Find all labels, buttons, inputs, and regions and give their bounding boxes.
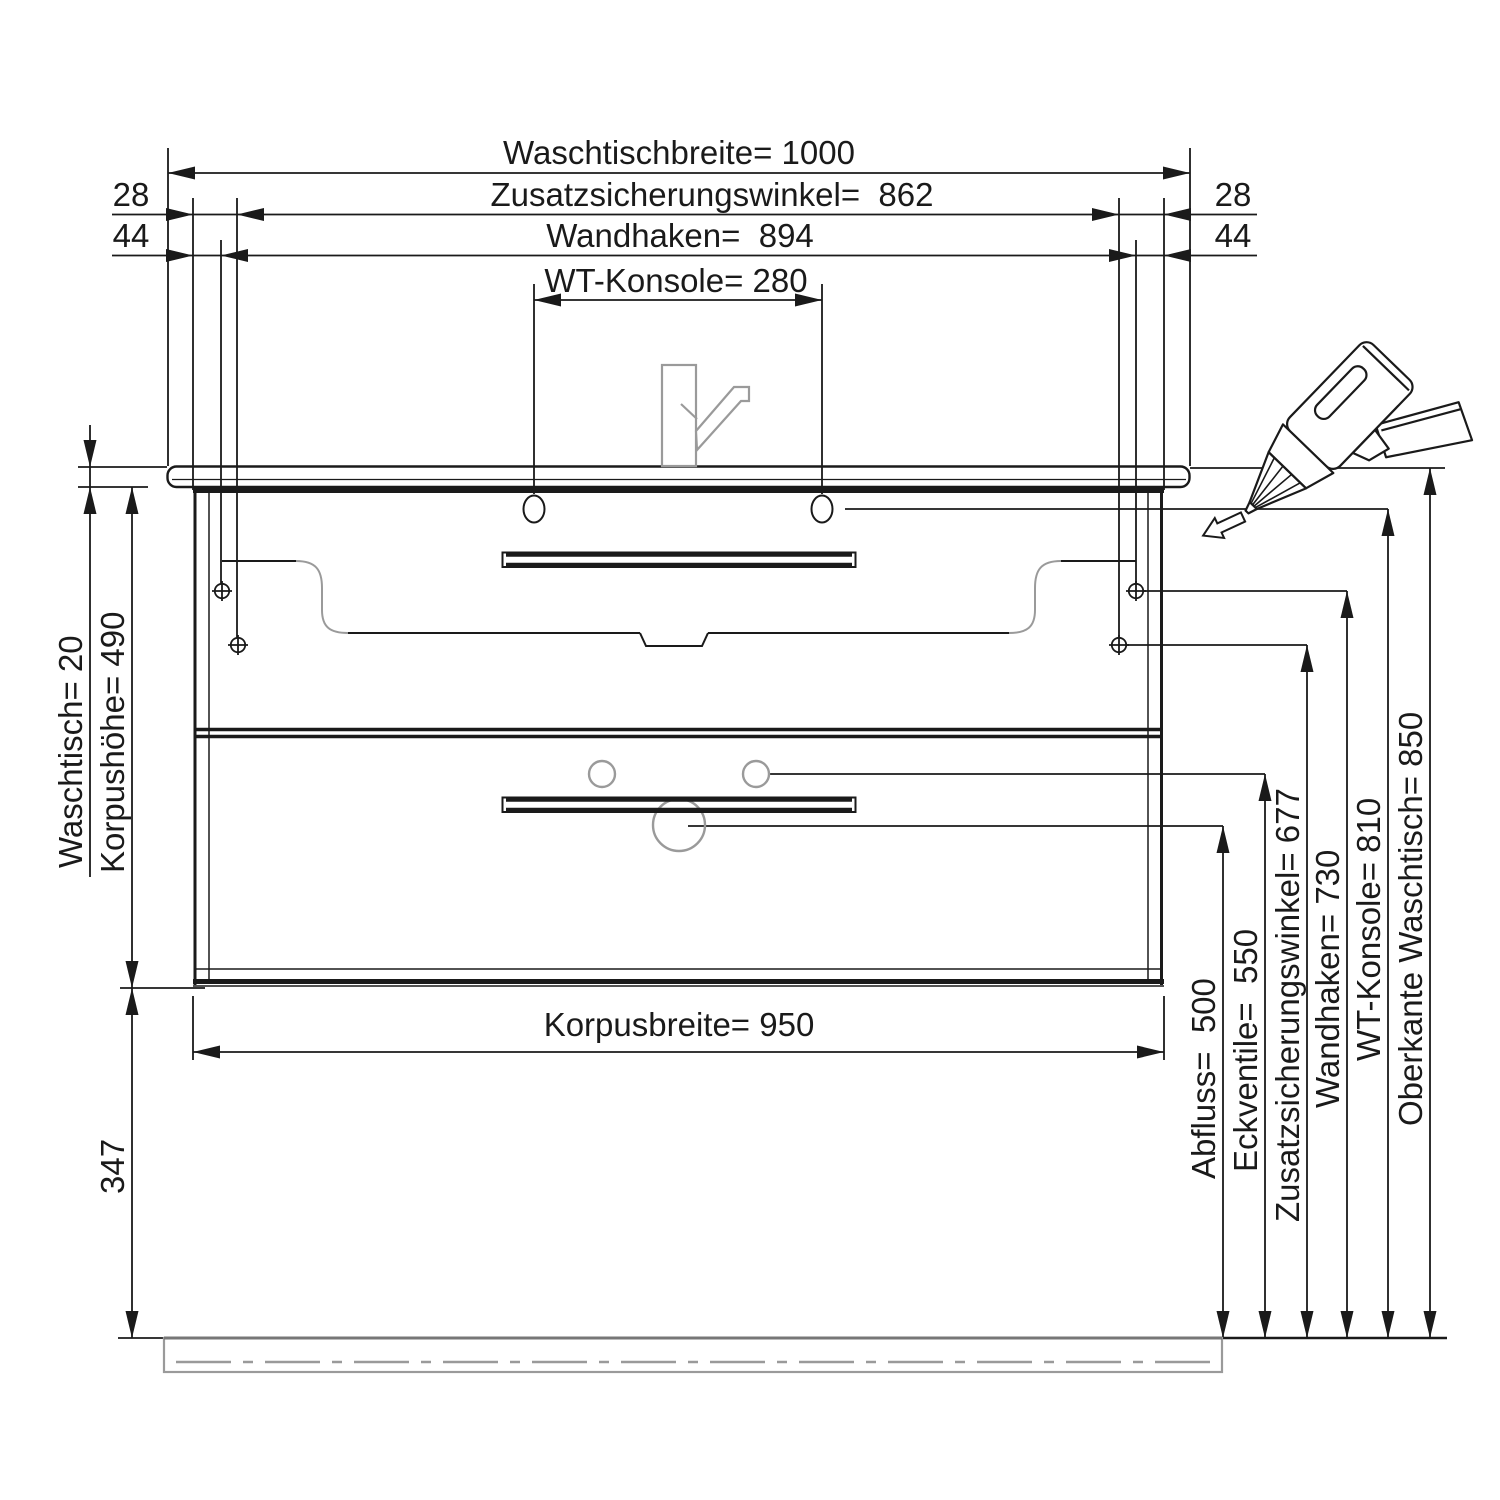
direction-arrow-icon [1198, 507, 1247, 546]
dim-korpusbreite-label: Korpusbreite= 950 [543, 1006, 815, 1043]
washbasin-top [168, 467, 1190, 494]
left-dimension-labels [52, 612, 131, 1194]
wt-konsole-hole-left [524, 496, 545, 523]
wall-mount-points [212, 581, 1146, 655]
dim-offset28-right-label: 28 [1214, 176, 1252, 213]
dim-wt-konsole-hoehe-label: WT-Konsole= 810 [1350, 797, 1387, 1061]
siphon-recess-outline [222, 561, 1136, 646]
dim-zusatzsicherungswinkel-label: Zusatzsicherungswinkel= 862 [490, 176, 934, 213]
dim-offset44-left-label: 44 [112, 217, 150, 254]
wt-konsole-hole-right [812, 496, 833, 523]
dim-eckventile-label: Eckventile= 550 [1227, 928, 1264, 1172]
dim-347-label: 347 [94, 1138, 131, 1194]
floor-line [164, 1338, 1222, 1372]
eckventil-left [589, 761, 615, 787]
dim-abfluss-label: Abfluss= 500 [1185, 978, 1222, 1179]
upper-drawer [503, 496, 856, 568]
dim-offset44-right-label: 44 [1214, 217, 1252, 254]
dim-wandhaken-breite-label: Wandhaken= 894 [546, 217, 814, 254]
drawer-divider [196, 730, 1161, 737]
bottom-dimension-labels [544, 1006, 815, 1043]
dim-waschtischbreite-label: Waschtischbreite= 1000 [503, 134, 855, 171]
dim-oberkante-waschtisch-label: Oberkante Waschtisch= 850 [1392, 711, 1429, 1126]
dim-waschtisch-hoehe-label: Waschtisch= 20 [52, 635, 89, 868]
dim-zusatzsicherungswinkel-hoehe-label: Zusatzsicherungswinkel= 677 [1269, 788, 1306, 1222]
abfluss-drain [653, 799, 705, 851]
sealant-gun-icon [1222, 325, 1485, 590]
dim-korpushoehe-label: Korpushöhe= 490 [94, 611, 131, 873]
faucet-icon [662, 365, 749, 466]
top-dimension-labels [113, 134, 1252, 299]
dim-wandhaken-hoehe-label: Wandhaken= 730 [1309, 849, 1346, 1108]
dim-wt-konsole-breite-label: WT-Konsole= 280 [544, 262, 808, 299]
dim-offset28-left-label: 28 [112, 176, 150, 213]
eckventil-right [743, 761, 769, 787]
